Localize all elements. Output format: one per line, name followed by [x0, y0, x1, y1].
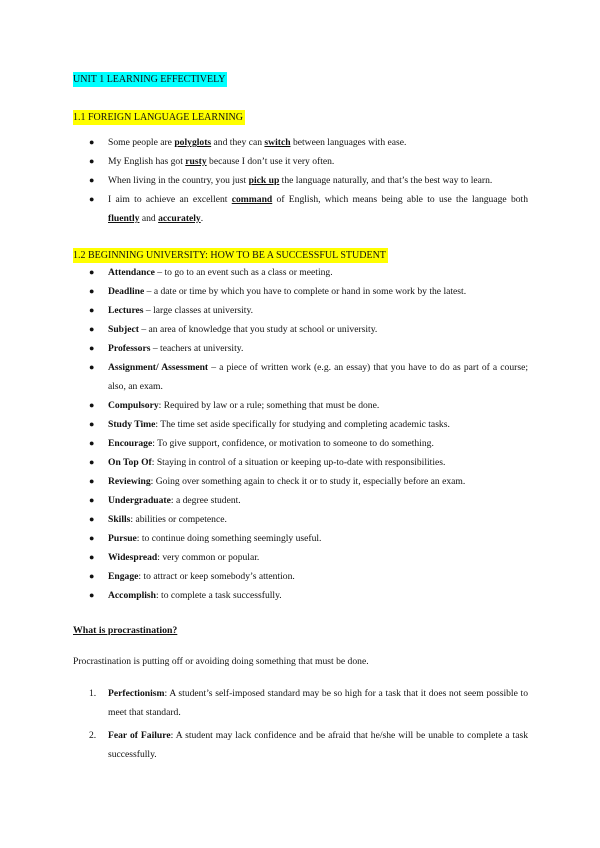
procrastination-intro: Procrastination is putting off or avoiding doing something that must be done. [73, 656, 369, 667]
keyword: rusty [185, 156, 207, 167]
bullet-icon: ● [89, 438, 95, 448]
list-item: ● Pursue: to continue doing something seemingly useful. [73, 529, 528, 548]
definition: Going over something again to check it or to study it, especially before an exam. [155, 476, 466, 487]
section-2-title: 1.2 BEGINNING UNIVERSITY: HOW TO BE A SUCCESSFUL STUDENT [73, 250, 386, 261]
bullet-icon: ● [89, 495, 95, 505]
bullet-icon: ● [89, 552, 95, 562]
bullet-icon: ● [89, 571, 95, 581]
term: Attendance [108, 267, 155, 278]
keyword: pick up [248, 175, 280, 186]
term: Skills [108, 514, 131, 525]
bullet-icon: ● [89, 457, 95, 467]
section-2-list [73, 263, 528, 605]
list-number: 1. [89, 688, 97, 699]
list-item: ● Some people are polyglots and they can switch between languages with ease. [73, 133, 528, 152]
bullet-icon: ● [89, 514, 95, 524]
procrastination-heading: What is procrastination? [73, 625, 178, 636]
bullet-icon: ● [89, 194, 95, 204]
bullet-icon: ● [89, 343, 95, 353]
definition: an area of knowledge that you study at school or university. [148, 324, 378, 335]
term: Compulsory [108, 400, 159, 411]
list-item: ● Engage: to attract or keep somebody’s attention. [73, 567, 528, 586]
bullet-icon: ● [89, 156, 95, 166]
term: Reviewing [108, 476, 151, 487]
list-item: ● When living in the country, you just pick up the language naturally, and that’s the best way to learn. [73, 171, 528, 190]
definition: teachers at university. [160, 343, 244, 354]
term: Undergraduate [108, 495, 171, 506]
unit-title: UNIT 1 LEARNING EFFECTIVELY [73, 74, 226, 85]
bullet-icon: ● [89, 305, 95, 315]
keyword: polyglots [174, 137, 212, 148]
list-item: ● I aim to achieve an excellent command of English, which means being able to use the language both fluently and accurately. [73, 190, 528, 228]
definition: A student may lack confidence and be afraid that he/she will be unable to complete a task successfully. [108, 730, 528, 760]
term: Professors [108, 343, 151, 354]
term: Subject [108, 324, 139, 335]
term: On Top Of [108, 457, 152, 468]
definition: The time set aside specifically for studying and completing academic tasks. [160, 419, 450, 430]
definition: a piece of written work (e.g. an essay) that you have to do as part of a course; also, an exam. [108, 362, 528, 392]
term: Widespread [108, 552, 158, 563]
list-item: ● Compulsory: Required by law or a rule; something that must be done. [73, 396, 528, 415]
list-item: ● Attendance – to go to an event such as a class or meeting. [73, 263, 528, 282]
bullet-icon: ● [89, 590, 95, 600]
definition: very common or popular. [162, 552, 260, 563]
definition: Required by law or a rule; something that must be done. [163, 400, 380, 411]
list-item: ● Encourage: To give support, confidence, or motivation to someone to do something. [73, 434, 528, 453]
list-item: ● Accomplish: to complete a task successfully. [73, 586, 528, 605]
term: Deadline [108, 286, 145, 297]
definition: to complete a task successfully. [161, 590, 282, 601]
term: Engage [108, 571, 139, 582]
list-item: ● Study Time: The time set aside specifically for studying and completing academic tasks. [73, 415, 528, 434]
list-item: ● On Top Of: Staying in control of a situation or keeping up-to-date with responsibilities. [73, 453, 528, 472]
procrastination-list [73, 684, 528, 768]
list-item: ● Skills: abilities or competence. [73, 510, 528, 529]
list-item: ● Lectures – large classes at university. [73, 301, 528, 320]
bullet-icon: ● [89, 267, 95, 277]
bullet-icon: ● [89, 324, 95, 334]
list-item: ● My English has got rusty because I don’t use it very often. [73, 152, 528, 171]
definition: to attract or keep somebody’s attention. [143, 571, 295, 582]
list-item: ● Widespread: very common or popular. [73, 548, 528, 567]
definition: large classes at university. [153, 305, 254, 316]
definition: abilities or competence. [135, 514, 227, 525]
list-item: ● Subject – an area of knowledge that you study at school or university. [73, 320, 528, 339]
section-1-list [73, 133, 528, 228]
keyword: switch [264, 137, 291, 148]
bullet-icon: ● [89, 286, 95, 296]
term: Lectures [108, 305, 144, 316]
definition: to continue doing something seemingly useful. [141, 533, 322, 544]
term: Assignment/ Assessment [108, 362, 209, 373]
list-item: 2. Fear of Failure: A student may lack confidence and be afraid that he/she will be unable to complete a task successfully. [73, 726, 528, 764]
term: Encourage [108, 438, 153, 449]
term: Study Time [108, 419, 156, 430]
bullet-icon: ● [89, 175, 95, 185]
list-item: ● Assignment/ Assessment – a piece of written work (e.g. an essay) that you have to do as part of a course; also, an exam. [73, 358, 528, 396]
bullet-icon: ● [89, 362, 95, 372]
list-number: 2. [89, 730, 97, 741]
term: Pursue [108, 533, 137, 544]
bullet-icon: ● [89, 137, 95, 147]
definition: To give support, confidence, or motivation to someone to do something. [157, 438, 434, 449]
definition: Staying in control of a situation or keeping up-to-date with responsibilities. [156, 457, 446, 468]
bullet-icon: ● [89, 476, 95, 486]
keyword: accurately [158, 213, 201, 224]
list-item: ● Professors – teachers at university. [73, 339, 528, 358]
keyword: command [231, 194, 273, 205]
term: Perfectionism [108, 688, 165, 699]
definition: a date or time by which you have to complete or hand in some work by the latest. [153, 286, 467, 297]
term: Fear of Failure [108, 730, 171, 741]
definition: a degree student. [175, 495, 241, 506]
list-item: ● Deadline – a date or time by which you have to complete or hand in some work by the latest. [73, 282, 528, 301]
term: Accomplish [108, 590, 156, 601]
definition: to go to an event such as a class or meeting. [164, 267, 333, 278]
bullet-icon: ● [89, 419, 95, 429]
definition: A student’s self-imposed standard may be so high for a task that it does not seem possible to meet that standard. [108, 688, 528, 718]
keyword: fluently [108, 213, 140, 224]
section-1-title: 1.1 FOREIGN LANGUAGE LEARNING [73, 112, 243, 123]
list-item: ● Reviewing: Going over something again to check it or to study it, especially before an exam. [73, 472, 528, 491]
bullet-icon: ● [89, 400, 95, 410]
list-item: 1. Perfectionism: A student’s self-imposed standard may be so high for a task that it does not seem possible to meet that standard. [73, 684, 528, 722]
bullet-icon: ● [89, 533, 95, 543]
list-item: ● Undergraduate: a degree student. [73, 491, 528, 510]
